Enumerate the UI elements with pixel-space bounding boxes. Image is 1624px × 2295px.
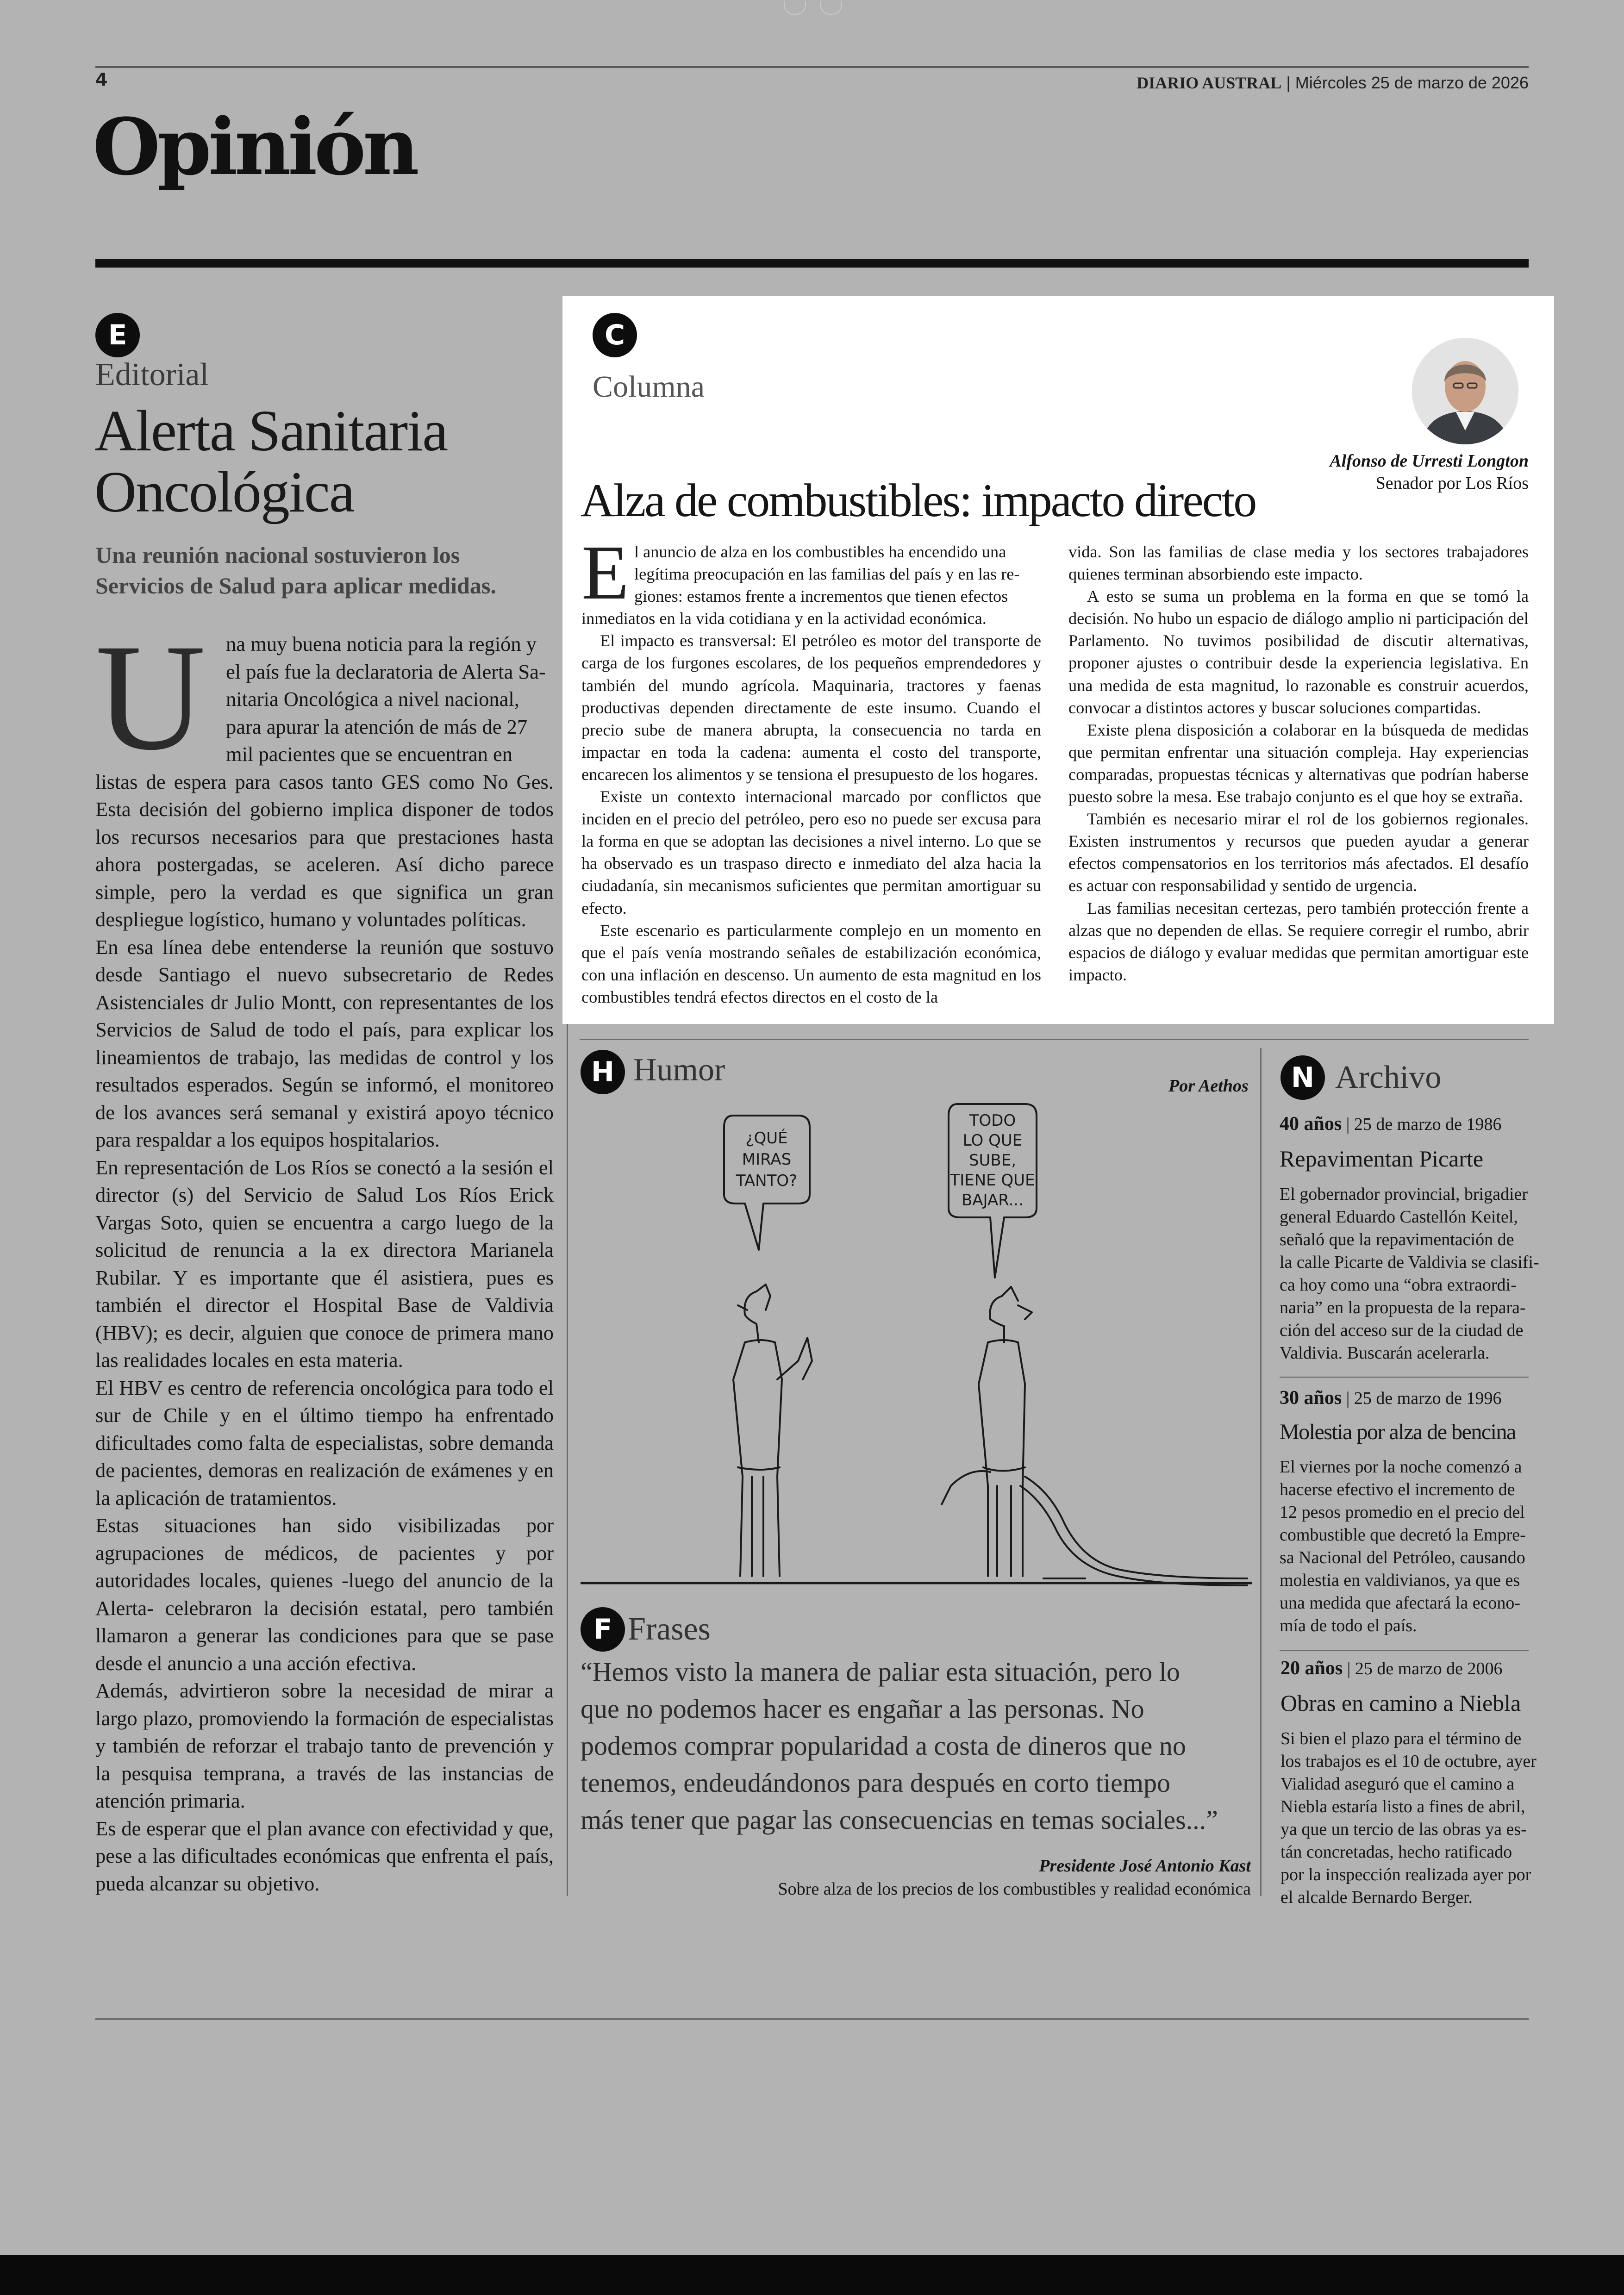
archive-title: Repavimentan Picarte xyxy=(1280,1146,1484,1172)
masthead-info xyxy=(1137,73,1529,93)
archive-text xyxy=(1280,1183,1539,1365)
column-body-line: legítima preocupación en las familias del país y en las re- xyxy=(634,565,1020,584)
archive-line: general Eduardo Castellón Keitel, xyxy=(1280,1207,1518,1227)
quote-line: tenemos, endeudándonos para después en corto tiempo xyxy=(581,1768,1171,1798)
bubble-left-line: MIRAS xyxy=(742,1150,792,1169)
archive-years: 20 años xyxy=(1280,1658,1343,1679)
issue-date: Miércoles 25 de marzo de 2026 xyxy=(1295,73,1529,92)
archive-sep: | xyxy=(1346,1389,1350,1408)
frases-badge: F xyxy=(581,1607,625,1652)
bubble-left-line: TANTO? xyxy=(736,1172,798,1190)
archive-date: 25 de marzo de 2006 xyxy=(1355,1659,1503,1678)
author-role: Senador por Los Ríos xyxy=(1375,474,1529,493)
archive-rule xyxy=(1280,1377,1529,1378)
archivo-label: Archivo xyxy=(1335,1060,1442,1095)
bubble-right-line: BAJAR... xyxy=(961,1191,1024,1210)
quote-line: que no podemos hacer es engañar a las personas. No xyxy=(581,1694,1144,1724)
bubble-right-line: LO QUE xyxy=(962,1131,1023,1150)
column-body-left xyxy=(581,530,1041,1008)
archive-line: combustible que decretó la Empre- xyxy=(1280,1525,1526,1545)
frases-quote xyxy=(581,1653,1218,1839)
header-thick-rule xyxy=(95,259,1529,268)
bubble-left-line: ¿QUÉ xyxy=(745,1129,788,1148)
archive-line: El viernes por la noche comenzó a xyxy=(1280,1457,1522,1477)
humor-badge: H xyxy=(581,1050,625,1094)
editorial-paragraph: Estas situaciones han sido visibilizadas por agrupaciones de médicos, de pacientes y por autoridades locales, quienes -luego del anuncio de la Alerta- celebraron la decisión estatal, pero también llamaron a generar las condiciones para que se pase desde el anuncio a una acción efectiva. xyxy=(95,1514,554,1675)
column-paragraph: El impacto es transversal: El petróleo es motor del transporte de carga de los furgones escolares, de los pequeños emprendedores y también del mundo agrícola. Maquinaria, tractores y faenas productivas dependen directamente de este insumo. Cuando el precio sube de manera abrupta, la consecuencia no tarda en impactar en toda la cadena: aumenta el costo del transporte, encarecen los alimentos y se tensiona el presupuesto de los hogares. xyxy=(581,631,1041,784)
archive-line: ya que un tercio de las obras ya es- xyxy=(1280,1820,1527,1839)
archive-line: mía de todo el país. xyxy=(1280,1616,1417,1635)
viewer-nav-right-icon[interactable] xyxy=(820,1,842,15)
column-body-right xyxy=(1068,541,1529,986)
editorial-subtitle-line: Servicios de Salud para aplicar medidas. xyxy=(95,573,496,599)
editorial-label: Editorial xyxy=(95,357,209,393)
author-photo xyxy=(1412,338,1518,444)
humor-byline: Por Aethos xyxy=(1168,1076,1249,1096)
archive-line: señaló que la repavimentación de xyxy=(1280,1230,1514,1249)
archive-title: Molestia por alza de bencina xyxy=(1280,1420,1516,1444)
archive-date: 25 de marzo de 1986 xyxy=(1354,1115,1502,1134)
editorial-paragraph: En esa línea debe entenderse la reunión que sostuvo desde Santiago el nuevo subsecretario de Redes Asistenciales dr Julio Montt, con representantes de los Servicios de Salud de todo el país, para explicar los lineamientos de trabajo, las medidas de control y los resultados esperados. Según se informó, el monitoreo de los avances será semanal y existirá apoyo técnico para respaldar a los equipos hospitalarios. xyxy=(95,935,554,1151)
column-paragraph: Existe plena disposición a colaborar en la búsqueda de medidas que permitan enfrentar una situación compleja. Hay experiencias comparadas, propuestas técnicas y alternativas que podrían haberse puesto sobre la mesa. Ese trabajo conjunto es el que hoy se extraña. xyxy=(1068,720,1529,806)
archive-years: 40 años xyxy=(1280,1113,1342,1135)
editorial-subtitle xyxy=(95,540,558,601)
quote-line: podemos comprar popularidad a costa de dineros que no xyxy=(581,1731,1186,1761)
page-number: 4 xyxy=(95,69,108,90)
archive-title: Obras en camino a Niebla xyxy=(1280,1690,1521,1716)
archive-line: El gobernador provincial, brigadier xyxy=(1280,1185,1528,1204)
editorial-body-line: mil pacientes que se encuentran en xyxy=(226,742,513,766)
archive-sep: | xyxy=(1346,1115,1350,1134)
archive-line: los trabajos es el 10 de octubre, ayer xyxy=(1280,1752,1537,1771)
column-paragraph: También es necesario mirar el rol de los gobiernos regionales. Existen instrumentos y recursos que pueden ayudar a generar efectos compensatorios en los territorios más afectados. El desafío es actuar con responsabilidad y sentido de urgencia. xyxy=(1068,810,1529,895)
archive-line: tán concretadas, hecho ratificado xyxy=(1280,1842,1512,1862)
viewer-nav-left-icon[interactable] xyxy=(784,1,806,15)
header-top-rule xyxy=(95,66,1529,68)
frases-context: Sobre alza de los precios de los combustibles y realidad económica xyxy=(778,1879,1251,1899)
frases-attribution xyxy=(778,1854,1251,1901)
editorial-body-line: el país fue la declaratoria de Alerta Sa- xyxy=(226,660,546,683)
archive-line: 12 pesos promedio en el precio del xyxy=(1280,1503,1525,1522)
archive-line: ca hoy como una “obra extraordi- xyxy=(1280,1275,1517,1295)
editorial-title xyxy=(94,401,447,523)
bubble-right-line: TIENE QUE xyxy=(950,1171,1035,1190)
archive-line: ción del acceso sur de la ciudad de xyxy=(1280,1321,1524,1340)
column-label: Columna xyxy=(593,370,705,404)
archive-line: naria” en la propuesta de la repara- xyxy=(1280,1298,1526,1317)
frases-label: Frases xyxy=(628,1611,711,1647)
editorial-title-line: Oncológica xyxy=(94,460,354,524)
column-bottom-rule xyxy=(580,1039,1529,1040)
column-author xyxy=(1330,450,1529,494)
editorial-subtitle-line: Una reunión nacional sostuvieron los xyxy=(95,542,460,568)
column-paragraph: A esto se suma un problema en la forma en que se tomó la decisión. No hubo un espacio de diálogo amplio ni participación del Parlamento. No tuvimos posibilidad de discutir alternativas, proponer ajustes o contribuir desde la experiencia legislativa. En una medida de esta magnitud, lo razonable es construir acuerdos, convocar a distintos actores y buscar soluciones compartidas. xyxy=(1068,587,1529,717)
page-footer-rule xyxy=(95,2018,1529,2020)
column-body-line: giones: estamos frente a incrementos que tienen efectos xyxy=(634,587,1008,606)
archive-line: Valdivia. Buscarán acelerarla. xyxy=(1280,1343,1490,1363)
column-body-line: l anuncio de alza en los combustibles ha encendido una xyxy=(634,543,1006,561)
archive-line: la calle Picarte de Valdivia se clasifi- xyxy=(1280,1253,1539,1272)
editorial-title-line: Alerta Sanitaria xyxy=(94,399,448,463)
bubble-right-line: TODO xyxy=(969,1111,1016,1130)
archive-line: sa Nacional del Petróleo, causando xyxy=(1280,1548,1525,1567)
archivo-badge: N xyxy=(1280,1055,1325,1100)
frases-speaker: Presidente José Antonio Kast xyxy=(1039,1856,1251,1876)
quote-line: más tener que pagar las consecuencias en temas sociales...” xyxy=(581,1805,1218,1835)
column-badge: C xyxy=(593,313,637,357)
archive-years: 30 años xyxy=(1280,1387,1342,1409)
humor-label: Humor xyxy=(633,1052,725,1088)
editorial-paragraph: Además, advirtieron sobre la necesidad de mirar a largo plazo, promoviendo la formación de especialistas y también de reforzar el trabajo tanto de prevención y la pesquisa temprana, a través de las instancias de atención primaria. xyxy=(95,1679,554,1812)
archive-sep: | xyxy=(1347,1659,1351,1678)
archive-line: Si bien el plazo para el término de xyxy=(1280,1729,1522,1748)
column-paragraph: Este escenario es particularmente complejo en un momento en que el país venía mostrando señales de estabilización económica, con una inflación en descenso. Un aumento de esta magnitud en los combustibles tendrá efectos directos en el costo de la xyxy=(581,921,1041,1006)
newspaper-name: DIARIO AUSTRAL xyxy=(1137,74,1282,92)
cartoon xyxy=(581,1102,1252,1602)
archive-text xyxy=(1280,1456,1530,1637)
editorial-body xyxy=(95,613,554,1897)
editorial-body-line: para apurar la atención de más de 27 xyxy=(226,715,528,738)
column-paragraph: vida. Son las familias de clase media y los sectores trabajadores quienes terminan absorbiendo este impacto. xyxy=(1068,543,1529,584)
archive-entry xyxy=(1280,1113,1539,1365)
editorial-body-line: na muy buena noticia para la región y xyxy=(226,632,537,655)
archive-entry xyxy=(1280,1657,1537,1909)
editorial-dropcap: U xyxy=(95,613,206,782)
archive-rule xyxy=(1280,1650,1529,1651)
column-paragraph: Existe un contexto internacional marcado por conflictos que inciden en el precio del petróleo, pero eso no puede ser excusa para la forma en que se adoptan las decisiones a nivel interno. Lo que se ha observado es un traspaso directo e inmediato del alza hacia la ciudadanía, sin mecanismos suficientes que permitan amortiguar su efecto. xyxy=(581,787,1041,917)
author-name: Alfonso de Urresti Longton xyxy=(1330,451,1529,471)
column-paragraph: Las familias necesitan certezas, pero también protección frente a alzas que no dependen de ellas. Se requiere corregir el rumbo, abrir espacios de diálogo y evaluar medidas que permitan amortiguar este impacto. xyxy=(1068,898,1529,984)
archive-entry xyxy=(1280,1387,1530,1637)
archive-line: una medida que afectará la econo- xyxy=(1280,1593,1521,1613)
editorial-paragraph: El HBV es centro de referencia oncológica para todo el sur de Chile y en el último tiempo ha enfrentado dificultades como falta de especialistas, sobre demanda de pacientes, demoras en realización de exámenes y en la aplicación de tratamientos. xyxy=(95,1376,554,1509)
editorial-body-line: nitaria Oncológica a nivel nacional, xyxy=(226,687,519,711)
editorial-paragraph: En representación de Los Ríos se conectó a la sesión el director (s) del Servicio de Salud Los Ríos Erick Vargas Soto, quien se encuentra a cargo luego de la solicitud de renuncia a la ex directora Marianela Rubilar. Y es importante que él asistiera, pues es también el director el Hospital Base de Valdivia (HBV); es decir, alguien que conoce de primera mano las realidades locales en esta materia. xyxy=(95,1155,554,1372)
quote-line: “Hemos visto la manera de paliar esta situación, pero lo xyxy=(581,1657,1180,1687)
archive-divider xyxy=(1260,1048,1262,1896)
column-dropcap: E xyxy=(581,530,629,616)
section-title: Opinión xyxy=(93,101,416,193)
archive-line: el alcalde Bernardo Berger. xyxy=(1280,1888,1473,1907)
editorial-paragraph: Es de esperar que el plan avance con efectividad y que, pese a las dificultades económicas que enfrenta el país, pueda alcanzar su objetivo. xyxy=(95,1816,554,1895)
editorial-paragraph: listas de espera para casos tanto GES como No Ges. Esta decisión del gobierno implica disponer de todos los recursos necesarios para que prestaciones hasta ahora postergadas, se aceleren. Así dicho parece simple, pero la verdad es que significa un gran despliegue logístico, humano y voluntades políticas. xyxy=(95,770,554,931)
archive-text xyxy=(1280,1727,1537,1909)
column-headline: Alza de combustibles: impacto directo xyxy=(581,474,1256,527)
masthead-separator: | xyxy=(1286,73,1291,92)
archive-line: Vialidad aseguró que el camino a xyxy=(1280,1774,1515,1794)
archive-line: hacerse efectivo el incremento de xyxy=(1280,1480,1515,1499)
archive-line: Niebla estaría listo a fines de abril, xyxy=(1280,1797,1525,1816)
archive-line: molestia en valdivianos, ya que es xyxy=(1280,1571,1520,1590)
editorial-badge: E xyxy=(95,313,140,357)
archive-line: por la inspección realizada ayer por xyxy=(1280,1865,1531,1884)
viewer-bottom-bar xyxy=(0,2255,1624,2295)
column-paragraph: inmediatos en la vida cotidiana y en la actividad económica. xyxy=(581,609,987,628)
bubble-right-line: SUBE, xyxy=(968,1151,1017,1170)
archive-date: 25 de marzo de 1996 xyxy=(1354,1389,1502,1408)
